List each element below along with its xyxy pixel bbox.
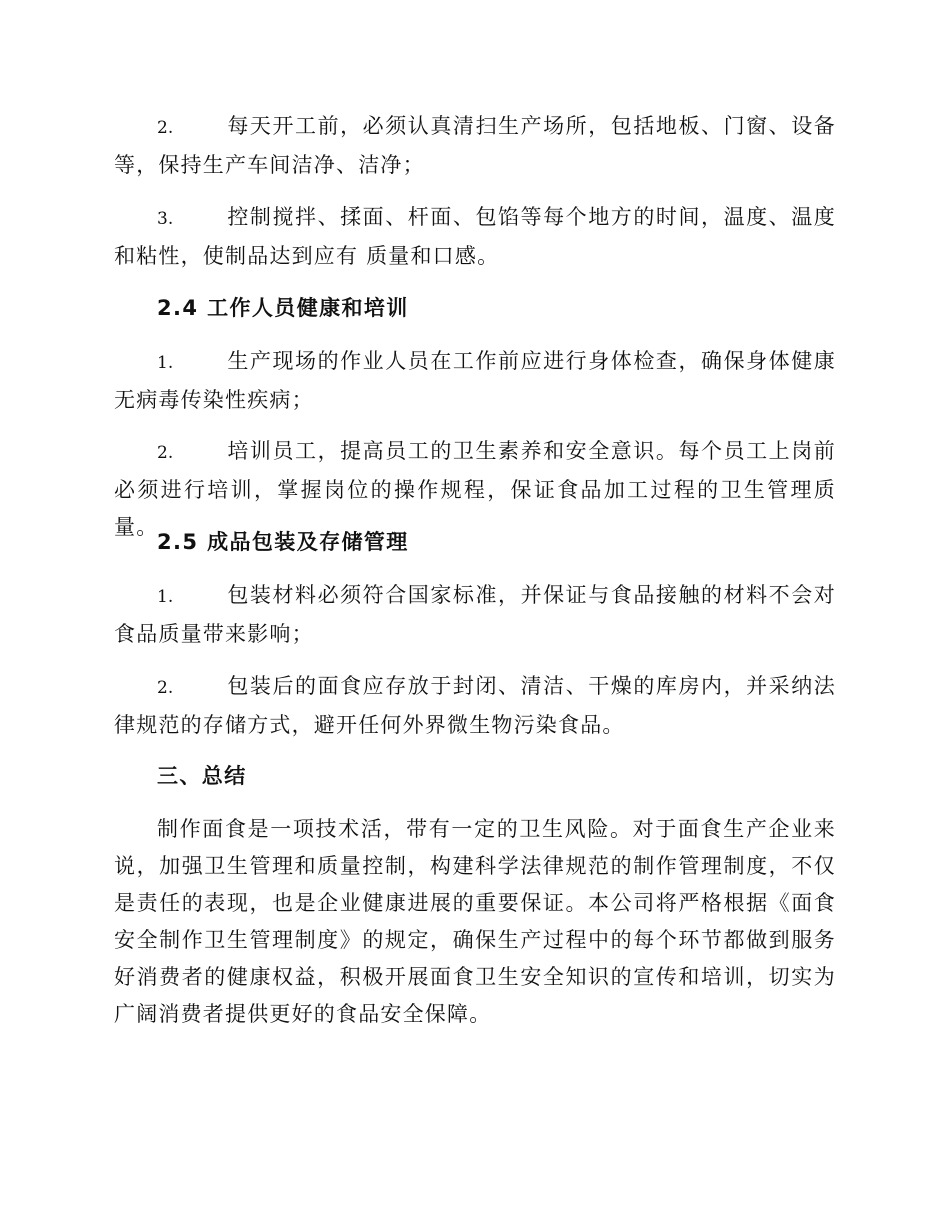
- summary-paragraph: 制作面食是一项技术活，带有一定的卫生风险。对于面食生产企业来说，加强卫生管理和质量控制，构建科学法律规范的制作管理制度，不仅是责任的表现，也是企业健康进展的重要保证。本公司将严格根据《面食安全制作卫生管理制度》的规定，确保生产过程中的每个环节都做到服务好消费者的健康权益，积极开展面食卫生安全知识的宣传和培训，切实为广阔消费者提供更好的食品安全保障。: [114, 817, 836, 1026]
- list-item-number: 2.: [157, 443, 174, 463]
- section-heading: 2.5 成品包装及存储管理: [157, 530, 409, 554]
- list-item-number: 2.: [157, 118, 174, 138]
- list-item-number: 1.: [157, 587, 174, 607]
- list-item-number: 1.: [157, 353, 174, 373]
- list-item: [114, 577, 836, 653]
- section-heading: 三、总结: [157, 764, 247, 788]
- list-item-number: 3.: [157, 209, 174, 229]
- list-item: [114, 199, 836, 275]
- list-item-text: 包装材料必须符合国家标准，并保证与食品接触的材料不会对食品质量带来影响；: [114, 583, 836, 646]
- list-item: [114, 668, 836, 744]
- list-item-text: 包装后的面食应存放于封闭、清洁、干燥的库房内，并采纳法律规范的存储方式，避开任何外界微生物污染食品。: [114, 674, 836, 737]
- list-item: [114, 343, 836, 419]
- list-item-text: 培训员工，提高员工的卫生素养和安全意识。每个员工上岗前必须进行培训，掌握岗位的操作规程，保证食品加工过程的卫生管理质量。: [114, 439, 836, 539]
- list-item-text: 控制搅拌、揉面、杆面、包馅等每个地方的时间，温度、温度和粘性，使制品达到应有 质量和口感。: [114, 205, 836, 268]
- section-heading: 2.4 工作人员健康和培训: [157, 296, 409, 320]
- list-item-text: 生产现场的作业人员在工作前应进行身体检查，确保身体健康无病毒传染性疾病；: [114, 349, 836, 412]
- list-item-text: 每天开工前，必须认真清扫生产场所，包括地板、门窗、设备等，保持生产车间洁净、洁净；: [114, 114, 836, 177]
- list-item: [114, 108, 836, 184]
- list-item-number: 2.: [157, 678, 174, 698]
